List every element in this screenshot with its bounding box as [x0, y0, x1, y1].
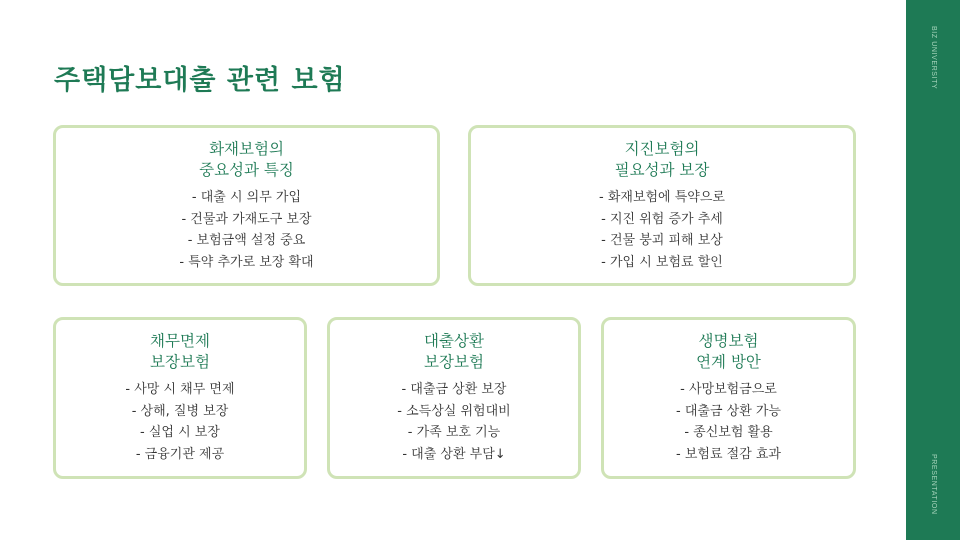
- card-title-line: 대출상환: [424, 332, 484, 350]
- list-item: - 실업 시 보장: [140, 425, 220, 440]
- list-item: - 상해, 질병 보장: [131, 403, 229, 419]
- card-title-line: 지진보험의: [624, 140, 700, 158]
- side-label-top: BIZ UNIVERSITY: [930, 26, 937, 90]
- list-item: - 가입 시 보험료 할인: [601, 254, 723, 270]
- list-item: - 종신보험 활용: [684, 425, 773, 440]
- card-list: [471, 187, 853, 273]
- list-item: - 지진 위험 증가 추세: [601, 211, 723, 227]
- list-item: - 건물과 가재도구 보장: [181, 211, 312, 227]
- list-item: - 금융기관 제공: [135, 446, 225, 462]
- list-item: - 건물 붕괴 피해 보상: [601, 233, 723, 248]
- card-fire-insurance: [53, 125, 440, 286]
- list-item: - 보험료 절감 효과: [676, 446, 781, 462]
- list-item: - 특약 추가로 보장 확대: [179, 254, 314, 270]
- card-list: [56, 379, 304, 465]
- list-item: - 화재보험에 특약으로: [599, 190, 725, 205]
- card-list: [56, 187, 437, 273]
- card-title-line: 필요성과 보장: [614, 161, 710, 179]
- card-title-line: 보장보험: [424, 353, 484, 371]
- card-title-line: 보장보험: [150, 353, 210, 371]
- list-item: - 보험금액 설정 중요: [187, 233, 306, 248]
- page-title: 주택담보대출 관련 보험: [54, 65, 346, 96]
- card-loan-repayment-insurance: [327, 317, 581, 479]
- card-life-insurance-link: [601, 317, 856, 479]
- card-earthquake-insurance: [468, 125, 856, 286]
- list-item: - 사망보험금으로: [680, 382, 777, 397]
- list-item: - 대출 상환 부담↓: [402, 446, 506, 462]
- list-item: - 소득상실 위험대비: [397, 403, 511, 419]
- card-title: [56, 139, 437, 181]
- list-item: - 대출금 상환 가능: [676, 403, 781, 419]
- card-list: [330, 379, 578, 465]
- card-title-line: 연계 방안: [696, 353, 761, 371]
- card-title: [330, 331, 578, 373]
- card-title-line: 화재보험의: [209, 140, 284, 158]
- card-title-line: 중요성과 특징: [199, 161, 294, 179]
- list-item: - 사망 시 채무 면제: [125, 382, 235, 397]
- card-list: [604, 379, 853, 465]
- side-accent-bar: [906, 0, 960, 540]
- side-label-bottom: PRESENTATION: [930, 454, 937, 515]
- card-title: [56, 331, 304, 373]
- list-item: - 대출 시 의무 가입: [191, 190, 302, 205]
- card-debt-exemption-insurance: [53, 317, 307, 479]
- list-item: - 대출금 상환 보장: [401, 382, 507, 397]
- card-title-line: 채무면제: [150, 332, 210, 350]
- card-title: [471, 139, 853, 181]
- card-title: [604, 331, 853, 373]
- list-item: - 가족 보호 기능: [407, 425, 501, 440]
- card-title-line: 생명보험: [698, 332, 759, 350]
